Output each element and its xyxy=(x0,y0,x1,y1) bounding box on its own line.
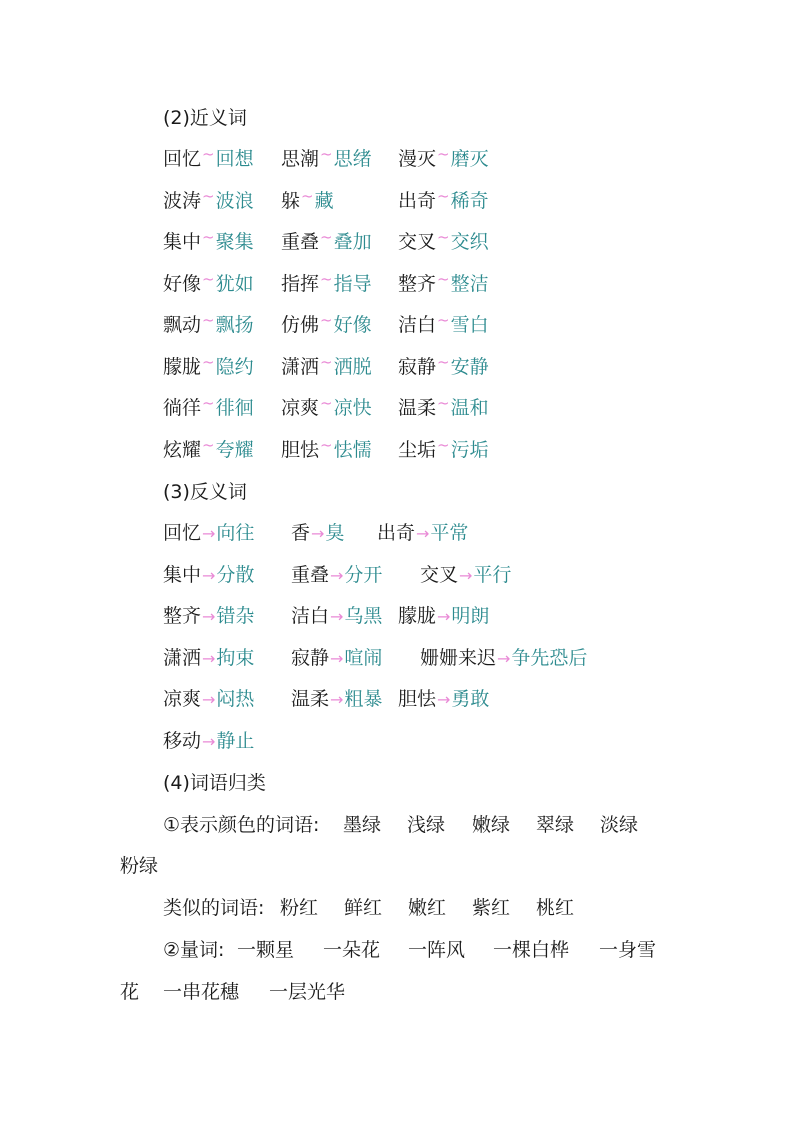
arrow-icon: → xyxy=(202,607,216,626)
related-word: 好像 xyxy=(333,314,372,336)
source-word: 朦胧 xyxy=(398,605,437,627)
tilde-icon: ~ xyxy=(437,269,450,288)
tilde-icon: ~ xyxy=(320,394,333,412)
word-pair xyxy=(163,727,254,756)
source-word: 漫灭 xyxy=(398,148,437,170)
word-pair xyxy=(163,644,254,673)
source-word: 回忆 xyxy=(163,522,202,544)
tilde-icon: ~ xyxy=(437,186,450,205)
tilde-icon: ~ xyxy=(202,435,215,454)
arrow-icon: → xyxy=(459,565,473,585)
similar-word: 嫩红 xyxy=(408,897,447,919)
tilde-icon: ~ xyxy=(320,352,333,371)
source-word: 重叠 xyxy=(281,231,320,253)
arrow-icon: → xyxy=(202,648,216,668)
measure-word: 一串花穗 xyxy=(163,981,240,1003)
related-word: 平常 xyxy=(430,522,469,544)
measure-word: 一身雪 xyxy=(599,939,657,961)
word-pair xyxy=(163,436,254,465)
source-word: 胆怯 xyxy=(281,438,320,461)
word-pair-row xyxy=(163,685,683,713)
source-word: 洁白 xyxy=(398,314,437,336)
tilde-icon: ~ xyxy=(437,435,450,454)
word-pair-row xyxy=(163,727,683,755)
measure-word: 花 xyxy=(120,981,140,1003)
measure-word: 一层光华 xyxy=(269,981,346,1003)
source-word: 寂静 xyxy=(291,646,330,669)
word-pair xyxy=(163,519,254,548)
word-pair xyxy=(420,561,511,590)
measure-word: 一阵风 xyxy=(408,939,466,961)
word-pair xyxy=(420,644,587,673)
word-pair xyxy=(291,602,382,631)
word-pair xyxy=(163,685,254,714)
related-word: 喧闹 xyxy=(344,646,383,669)
arrow-icon: → xyxy=(497,648,511,668)
color-word: 浅绿 xyxy=(407,814,446,836)
source-word: 姗姗来迟 xyxy=(420,646,497,669)
color-words-label: ①表示颜色的词语: xyxy=(163,814,320,836)
related-word: 臭 xyxy=(325,522,345,544)
word-pair xyxy=(281,353,372,382)
tilde-icon: ~ xyxy=(437,145,450,163)
arrow-icon: → xyxy=(202,524,216,543)
arrow-icon: → xyxy=(202,565,216,585)
related-word: 洒脱 xyxy=(333,355,372,378)
related-word: 乌黑 xyxy=(344,605,383,627)
related-word: 聚集 xyxy=(215,231,254,253)
tilde-icon: ~ xyxy=(437,228,450,246)
tilde-icon: ~ xyxy=(437,394,450,412)
source-word: 尘垢 xyxy=(398,438,437,461)
related-word: 夸耀 xyxy=(215,438,254,461)
related-word: 思绪 xyxy=(333,148,372,170)
source-word: 移动 xyxy=(163,729,202,752)
related-word: 争先恐后 xyxy=(511,646,588,669)
tilde-icon: ~ xyxy=(202,269,215,288)
word-pair xyxy=(281,145,372,174)
classification-heading: (4)词语归类 xyxy=(163,772,266,794)
synonyms-heading: (2)近义词 xyxy=(163,107,247,129)
word-pair xyxy=(398,311,489,340)
source-word: 飘动 xyxy=(163,314,202,336)
source-word: 炫耀 xyxy=(163,438,202,461)
word-pair-row xyxy=(163,145,683,173)
word-pair xyxy=(281,187,334,216)
related-word: 勇敢 xyxy=(451,688,490,710)
source-word: 凉爽 xyxy=(163,688,202,710)
word-pair xyxy=(398,145,489,174)
related-word: 稀奇 xyxy=(450,189,489,212)
tilde-icon: ~ xyxy=(202,186,215,205)
word-pair xyxy=(281,436,372,465)
word-pair xyxy=(398,436,489,465)
word-pair-row xyxy=(163,519,683,547)
related-word: 波浪 xyxy=(215,189,254,212)
source-word: 胆怯 xyxy=(398,688,437,710)
related-word: 拘束 xyxy=(216,646,255,669)
source-word: 交叉 xyxy=(420,563,459,586)
similar-word: 粉红 xyxy=(280,897,319,919)
tilde-icon: ~ xyxy=(320,435,333,454)
word-pair-row xyxy=(163,394,683,422)
measure-word: 一朵花 xyxy=(323,939,381,961)
word-pair xyxy=(163,311,254,340)
source-word: 温柔 xyxy=(398,397,437,419)
word-pair xyxy=(398,187,489,216)
word-pair-row xyxy=(163,270,683,298)
source-word: 香 xyxy=(291,522,311,544)
source-word: 集中 xyxy=(163,563,202,586)
source-word: 寂静 xyxy=(398,355,437,378)
related-word: 犹如 xyxy=(215,272,254,295)
word-pair xyxy=(398,602,489,631)
word-pair xyxy=(163,602,254,631)
measure-words-label: ②量词: xyxy=(163,939,225,961)
tilde-icon: ~ xyxy=(320,228,333,246)
arrow-icon: → xyxy=(330,607,344,626)
source-word: 仿佛 xyxy=(281,314,320,336)
word-pair xyxy=(398,394,489,423)
word-pair xyxy=(291,685,382,714)
word-pair xyxy=(291,561,382,590)
related-word: 交织 xyxy=(450,231,489,253)
tilde-icon: ~ xyxy=(301,186,314,205)
word-pair-row xyxy=(163,644,683,672)
source-word: 整齐 xyxy=(398,272,437,295)
word-pair-row xyxy=(163,436,683,464)
word-pair xyxy=(398,270,489,299)
color-word: 淡绿 xyxy=(600,814,639,836)
source-word: 波涛 xyxy=(163,189,202,212)
similar-words-label: 类似的词语: xyxy=(163,897,265,919)
word-pair-row xyxy=(163,228,683,256)
related-word: 怯懦 xyxy=(333,438,372,461)
source-word: 重叠 xyxy=(291,563,330,586)
source-word: 回忆 xyxy=(163,148,202,170)
related-word: 回想 xyxy=(215,148,254,170)
source-word: 出奇 xyxy=(398,189,437,212)
related-word: 向往 xyxy=(216,522,255,544)
word-pair-row xyxy=(163,602,683,630)
related-word: 错杂 xyxy=(216,605,255,627)
similar-word: 鲜红 xyxy=(344,897,383,919)
word-pair xyxy=(291,519,344,548)
source-word: 好像 xyxy=(163,272,202,295)
source-word: 朦胧 xyxy=(163,355,202,378)
source-word: 躲 xyxy=(281,189,301,212)
source-word: 交叉 xyxy=(398,231,437,253)
arrow-icon: → xyxy=(330,690,344,709)
word-pair-row xyxy=(163,311,683,339)
word-pair xyxy=(281,394,372,423)
related-word: 凉快 xyxy=(333,397,372,419)
tilde-icon: ~ xyxy=(202,145,215,163)
tilde-icon: ~ xyxy=(202,352,215,371)
related-word: 污垢 xyxy=(450,438,489,461)
related-word: 分散 xyxy=(216,563,255,586)
source-word: 集中 xyxy=(163,231,202,253)
related-word: 温和 xyxy=(450,397,489,419)
source-word: 凉爽 xyxy=(281,397,320,419)
antonyms-heading: (3)反义词 xyxy=(163,481,247,503)
word-pair xyxy=(163,561,254,590)
arrow-icon: → xyxy=(330,565,344,585)
arrow-icon: → xyxy=(416,524,430,543)
arrow-icon: → xyxy=(311,524,325,543)
source-word: 潇洒 xyxy=(281,355,320,378)
arrow-icon: → xyxy=(437,607,451,626)
arrow-icon: → xyxy=(202,731,216,751)
tilde-icon: ~ xyxy=(320,269,333,288)
related-word: 雪白 xyxy=(450,314,489,336)
related-word: 静止 xyxy=(216,729,255,752)
word-pair xyxy=(281,228,372,257)
source-word: 温柔 xyxy=(291,688,330,710)
measure-word: 一棵白桦 xyxy=(493,939,570,961)
arrow-icon: → xyxy=(202,690,216,709)
related-word: 安静 xyxy=(450,355,489,378)
color-word: 嫩绿 xyxy=(472,814,511,836)
arrow-icon: → xyxy=(330,648,344,668)
word-pair xyxy=(281,270,372,299)
related-word: 整洁 xyxy=(450,272,489,295)
related-word: 磨灭 xyxy=(450,148,489,170)
word-pair xyxy=(163,187,254,216)
source-word: 徜徉 xyxy=(163,397,202,419)
color-word: 粉绿 xyxy=(120,855,159,877)
related-word: 藏 xyxy=(314,189,334,212)
color-word: 翠绿 xyxy=(536,814,575,836)
tilde-icon: ~ xyxy=(320,311,333,329)
measure-word: 一颗星 xyxy=(237,939,295,961)
word-pair xyxy=(163,270,254,299)
word-pair xyxy=(281,311,372,340)
related-word: 粗暴 xyxy=(344,688,383,710)
source-word: 出奇 xyxy=(377,522,416,544)
word-pair xyxy=(398,353,489,382)
tilde-icon: ~ xyxy=(202,228,215,246)
source-word: 思潮 xyxy=(281,148,320,170)
word-pair xyxy=(398,228,489,257)
tilde-icon: ~ xyxy=(437,311,450,329)
similar-word: 紫红 xyxy=(472,897,511,919)
tilde-icon: ~ xyxy=(437,352,450,371)
source-word: 潇洒 xyxy=(163,646,202,669)
related-word: 指导 xyxy=(333,272,372,295)
related-word: 明朗 xyxy=(451,605,490,627)
tilde-icon: ~ xyxy=(202,394,215,412)
word-pair xyxy=(398,685,489,714)
related-word: 徘徊 xyxy=(215,397,254,419)
word-pair xyxy=(163,145,254,174)
arrow-icon: → xyxy=(437,690,451,709)
related-word: 分开 xyxy=(344,563,383,586)
related-word: 叠加 xyxy=(333,231,372,253)
word-pair xyxy=(163,353,254,382)
source-word: 指挥 xyxy=(281,272,320,295)
related-word: 飘扬 xyxy=(215,314,254,336)
source-word: 整齐 xyxy=(163,605,202,627)
word-pair xyxy=(163,394,254,423)
related-word: 隐约 xyxy=(215,355,254,378)
word-pair-row xyxy=(163,353,683,381)
tilde-icon: ~ xyxy=(320,145,333,163)
word-pair xyxy=(163,228,254,257)
tilde-icon: ~ xyxy=(202,311,215,329)
related-word: 平行 xyxy=(473,563,512,586)
similar-word: 桃红 xyxy=(536,897,575,919)
word-pair xyxy=(291,644,382,673)
related-word: 闷热 xyxy=(216,688,255,710)
word-pair xyxy=(377,519,468,548)
source-word: 洁白 xyxy=(291,605,330,627)
color-word: 墨绿 xyxy=(343,814,382,836)
word-pair-row xyxy=(163,187,683,215)
word-pair-row xyxy=(163,561,683,589)
